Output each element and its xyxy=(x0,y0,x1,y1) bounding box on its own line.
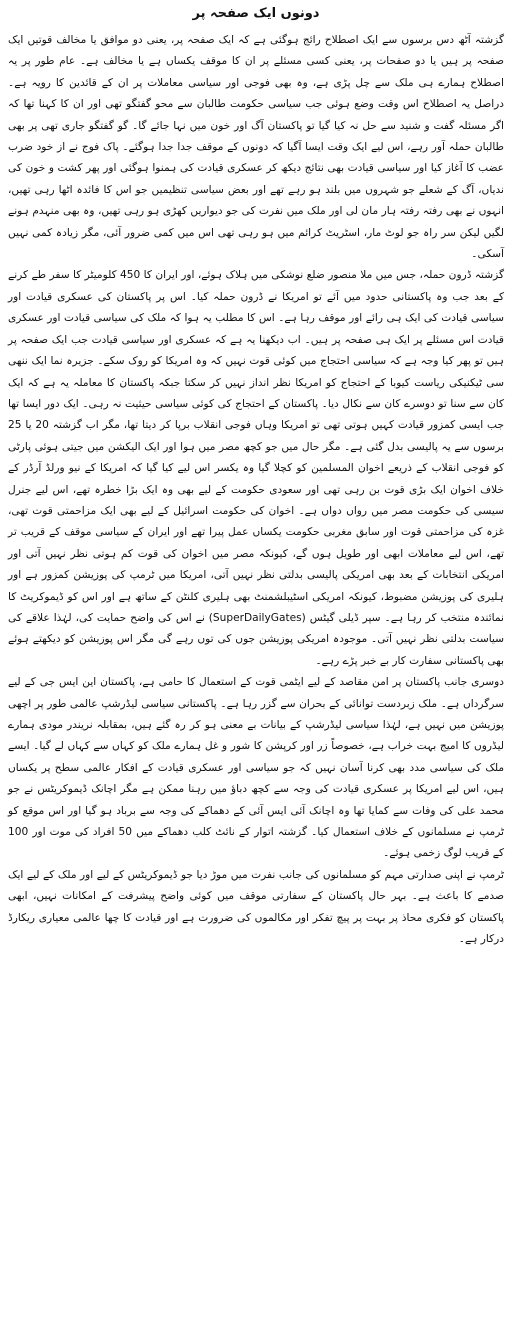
article-title: دونوں ایک صفحہ پر xyxy=(192,6,320,21)
paragraph-3: دوسری جانب پاکستان پر امن مقاصد کے لیے ایٹمی قوت کے استعمال کا حامی ہے، پاکستان این ایس جی کے لیے سرگرداں ہے۔ ملک زبردست توانائی کے بحران سے گزر رہا ہے۔ پاکستانی سیاسی لیڈرشپ عالمی طور پر اچھی پوزیشن میں نہیں ہے، لہٰذا سیاسی لیڈرشپ کے بیانات بے معنی ہو کر رہ گئے ہیں، بمقابلہ نریندر مودی ہمارے لیڈروں کا امیج بہت خراب ہے، خصوصاً زر اور کرپشن کا شور و غل ہمارے ملک کو کہاں سے کہاں لے گیا۔ ایسے ملک کی سیاسی مدد بھی کرنا آسان نہیں کہ جو سیاسی اور عسکری قیادت کے افکار عالمی سطح پر یکساں ہیں، اس لیے امریکا پر عسکری قیادت کی وجہ سے کچھ دباؤ میں رہنا ممکن ہے مگر اچانک ڈیموکریٹس نے جو محمد علی کی وفات سے کمایا تھا وہ اچانک آئی ایس آئی کے دھماکے کی وجہ سے برباد ہو گیا اور اس موقع کو ٹرمپ نے مسلمانوں کے خلاف استعمال کیا۔ گزشتہ اتوار کے نائٹ کلب دھماکے میں 50 افراد کی موت اور 100 کے قریب لوگ زخمی ہوئے۔ xyxy=(8,676,504,860)
paragraph-2: گزشتہ ڈرون حملہ، جس میں ملا منصور ضلع نوشکی میں ہلاک ہوئے، اور ایران کا 450 کلومیٹر کا سفر طے کرنے کے بعد جب وہ پاکستانی حدود میں آئے تو امریکا نے ڈرون حملہ کیا۔ اس پر پاکستان کی عسکری قیادت اور سیاسی قیادت کی ایک ہی رائے اور موقف رہا ہے۔ اس کا مطلب یہ ہوا کہ ملک کی سیاسی قیادت اور عسکری قیادت اس مسئلے پر ایک ہی صفحہ پر ہیں۔ اب دیکھنا یہ ہے کہ عسکری اور سیاسی قیادت جب ایک صفحہ پر ہیں تو پھر کیا وجہ ہے کہ سیاسی احتجاج میں کوئی قوت نہیں کہ وہ امریکا کو روک سکے۔ جزیرہ نما ایک ننھی سی ٹیکنیکی ریاست کیوبا کے احتجاج کو امریکا نظر انداز نہیں کر سکتا جبکہ پاکستان کا معاملہ یہ ہے کہ ایک کان سے سنا تو دوسرے کان سے نکال دیا۔ پاکستان کے احتجاج کی کوئی سیاسی حیثیت نہ رہی۔ ایک دور ایسا تھا جب ایسی کمزور قیادت کہیں ہوتی تھی تو امریکا وہاں فوجی انقلاب برپا کر دیتا تھا، مگر اب گزشتہ 20 یا 25 برسوں سے یہ پالیسی بدل گئی ہے۔ مگر حال میں جو کچھ مصر میں ہوا اور ایک الیکشن میں جیتی ہوئی پارٹی کو فوجی انقلاب کے ذریعے اخوان المسلمین کو کچلا گیا وہ یکسر اس لیے کیا گیا کہ امریکا کے نیو ورلڈ آرڈر کے خلاف اخوان ایک بڑی قوت بن رہی تھی اور سعودی حکومت کے لیے بھی وہ ایک بڑا خطرہ تھے، اس لیے جنرل سیسی کی حکومت مصر میں رواں دواں ہے۔ اخوان کی حکومت اسرائیل کے لیے بھی ایک مزاحمتی قوت تھی، غزہ کی مزاحمتی قوت اور سابق مغربی حکومت یکساں عمل پیرا تھے اور ایران کے سیاسی موقف کے قریب تر تھے، اس لیے معاملات ابھی اور طویل ہوں گے، کیونکہ مصر میں اخوان کی قوت کم ہوتی نظر نہیں آتی اور امریکی انتخابات کے بعد بھی امریکی پالیسی بدلتی نظر نہیں آتی، امریکا میں ٹرمپ کی پوزیشن کمزور ہے اور ہلیری کی پوزیشن مضبوط، کیونکہ امریکی اسٹیبلشمنٹ بھی ہلیری کلنٹن کے ساتھ ہے اور اس کو ڈیموکریٹ کا نمائندہ منتخب کر رہا ہے۔ سپر ڈیلی گیٹس (SuperDailyGates) نے اس کی واضح حمایت کی، لہٰذا علاقے کی سیاست بدلتی نظر نہیں آتی۔ موجودہ امریکی پوزیشن جوں کی توں رہے گی مگر اس پوزیشن کو دیکھتے ہوئے بھی پاکستانی سفارت کار بے خبر پڑے رہے۔ xyxy=(8,269,504,667)
paragraph-1: گزشتہ آٹھ دس برسوں سے ایک اصطلاح رائج ہوگئی ہے کہ ایک صفحہ پر، یعنی دو موافق یا مخالف قوتیں ایک صفحہ پر ہیں یا دو صفحات پر، یعنی کسی مسئلے پر ان کا موقف یکساں ہے یا مخالف ہے۔ عام طور پر یہ اصطلاح ہمارے ہی ملک سے چل پڑی ہے، وہ بھی فوجی اور سیاسی معاملات پر ان کے قائدین کا رویہ ہے۔ دراصل یہ اصطلاح اس وقت وضع ہوئی جب سیاسی حکومت طالبان سے محو گفتگو تھی اور ان کا کہنا تھا کہ اگر مسئلہ گفت و شنید سے حل نہ کیا گیا تو پاکستان آگ اور خون میں نہا جائے گا۔ گو گفتگو جاری تھی پر بھی طالبان حملہ آور رہے، اس لیے ایک وقت ایسا آگیا کہ دونوں کے موقف جدا جدا ہوگئے۔ پاک فوج نے از خود ضرب عضب کا آغاز کیا اور سیاسی قیادت بھی نتائج دیکھ کر عسکری قیادت کی ہمنوا ہوگئی اور پھر کشت و خون کی ندیاں، آگ کے شعلے جو شہروں میں بلند ہو رہے تھے اور بعض سیاسی تنظیمیں جو اس کا فائدہ اٹھا رہی تھیں، انہوں نے بھی رفتہ رفتہ ہار مان لی اور ملک میں نفرت کی جو دیواریں کھڑی ہو رہی تھیں، وہ بھی منہدم ہونے لگیں لیکن سر راہ جو لوٹ مار، اسٹریٹ کرائم میں ہو رہی تھی اس میں کمی ضرور آئی، مگر زیادہ کمی نہیں آسکی۔ xyxy=(8,34,504,261)
article-body xyxy=(8,30,504,950)
paragraph-4: ٹرمپ نے اپنی صدارتی مہم کو مسلمانوں کی جانب نفرت میں موڑ دیا جو ڈیموکریٹس کے لیے اور ملک کے لیے ایک صدمے کا باعث ہے۔ بہر حال پاکستان کے سفارتی موقف میں کوئی واضح پیشرفت کے امکانات نہیں، ابھی پاکستان کو فکری محاذ پر بہت پر پیچ تفکر اور مکالموں کی ضرورت ہے اور قیادت کا چھا عالمی معیاری ریکارڈ درکار ہے۔ xyxy=(8,868,504,946)
